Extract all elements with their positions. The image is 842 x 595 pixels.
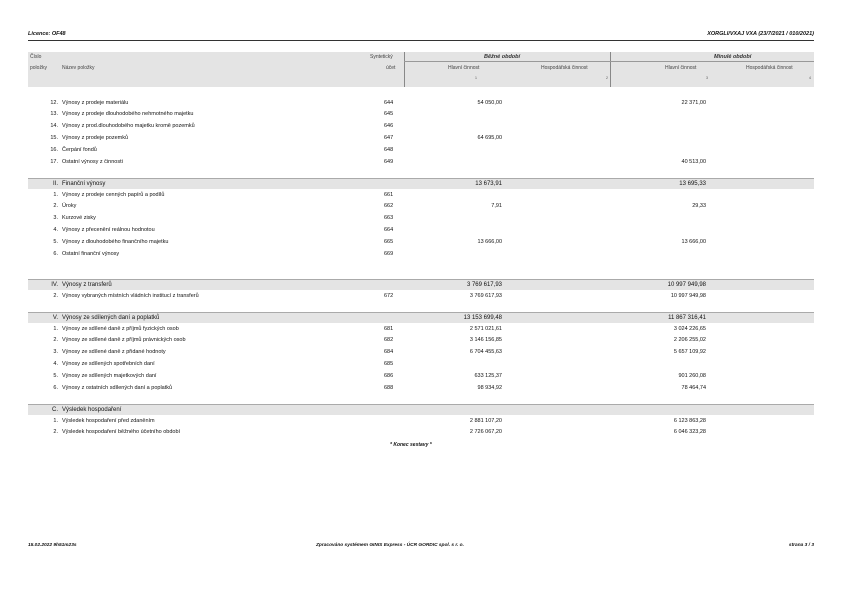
row-bezne-hlavni: 7,91 (491, 203, 502, 210)
section-name: Finanční výnosy (62, 180, 106, 187)
col-index-3: 3 (706, 76, 708, 80)
row-synteticky-ucet: 645 (384, 111, 394, 118)
row-bezne-hlavni: 2 571 021,61 (469, 325, 502, 332)
column-divider (610, 52, 611, 87)
row-name: Výnosy z přecenění reálnou hodnotou (62, 226, 155, 233)
col-minule-hlavni: Hlavní činnost (665, 65, 697, 71)
row-number: 6. (53, 384, 58, 391)
row-synteticky-ucet: 663 (384, 215, 394, 222)
table-row (28, 249, 814, 259)
row-bezne-hlavni: 3 769 617,93 (469, 292, 502, 299)
table-row (28, 371, 814, 381)
row-bezne-hlavni: 633 125,37 (474, 372, 502, 379)
row-minule-hlavni: 901 260,08 (678, 372, 706, 379)
table-row (28, 145, 814, 155)
section-bezne-hlavni: 13 673,91 (475, 180, 502, 187)
row-minule-hlavni: 40 513,00 (681, 158, 706, 165)
col-index-2: 2 (606, 76, 608, 80)
col-index-1: 1 (475, 76, 477, 80)
column-divider (404, 52, 405, 87)
row-number: 6. (53, 250, 58, 257)
col-synteticky-1: Syntetický (370, 54, 393, 60)
table-row (28, 122, 814, 132)
col-index-4: 4 (809, 76, 811, 80)
row-synteticky-ucet: 646 (384, 123, 394, 130)
section-bezne-hlavni: 3 769 617,93 (466, 281, 502, 288)
table-row (28, 324, 814, 334)
row-name: Úroky (62, 203, 77, 210)
row-name: Výnosy ze sdílených spotřebních daní (62, 360, 155, 367)
section-name: Výsledek hospodaření (62, 406, 122, 413)
row-bezne-hlavni: 13 666,00 (477, 238, 502, 245)
col-cislo-1: Číslo (30, 54, 42, 60)
section-minule-hlavni: 13 695,33 (679, 180, 706, 187)
row-name: Výnosy ze sdílené daně z přidané hodnoty (62, 349, 166, 356)
row-synteticky-ucet: 648 (384, 146, 394, 153)
row-number: 17. (50, 158, 58, 165)
table-row (28, 202, 814, 212)
row-synteticky-ucet: 664 (384, 226, 394, 233)
col-bezne-obdobi: Běžné období (484, 54, 521, 60)
table-row (28, 157, 814, 167)
row-number: 5. (53, 238, 58, 245)
section-name: Výnosy ze sdílených daní a poplatků (62, 314, 160, 321)
row-number: 1. (53, 191, 58, 198)
row-minule-hlavni: 6 123 863,28 (673, 417, 706, 424)
row-minule-hlavni: 2 206 255,02 (673, 337, 706, 344)
row-name: Ostatní finanční výnosy (62, 250, 120, 257)
row-name: Ostatní výnosy z činnosti (62, 158, 123, 165)
col-bezne-hospodarska: Hospodářská činnost (541, 65, 588, 71)
col-synteticky-2: účet (386, 65, 396, 71)
row-synteticky-ucet: 684 (384, 349, 394, 356)
header-right: XORGLI/VXAJ VXA (23/7/2021 / 010/2021) (707, 31, 814, 37)
row-number: 3. (53, 349, 58, 356)
row-name: Výnosy vybraných místních vládních institucí z transferů (62, 292, 199, 299)
row-name: Čerpání fondů (62, 146, 97, 153)
table-row (28, 428, 814, 438)
row-name: Výnosy z prodeje materiálu (62, 99, 129, 106)
row-minule-hlavni: 10 997 949,98 (670, 292, 706, 299)
row-synteticky-ucet: 682 (384, 337, 394, 344)
row-bezne-hlavni: 54 050,00 (477, 99, 502, 106)
col-cislo-2: položky (30, 65, 47, 71)
period-rule (610, 61, 814, 62)
row-bezne-hlavni: 98 934,92 (477, 384, 502, 391)
row-name: Výnosy ze sdílené daně z příjmů právnických osob (62, 337, 186, 344)
row-name: Výnosy z prodeje dlouhodobého nehmotného majetku (62, 111, 194, 118)
row-synteticky-ucet: 685 (384, 360, 394, 367)
table-row (28, 237, 814, 247)
table-row (28, 416, 814, 426)
table-row (28, 348, 814, 358)
row-synteticky-ucet: 686 (384, 372, 394, 379)
row-number: 3. (53, 215, 58, 222)
table-row (28, 110, 814, 120)
table-row (28, 225, 814, 235)
row-name: Výsledek hospodaření před zdaněním (62, 417, 155, 424)
section-number: IV. (51, 281, 58, 288)
section-minule-hlavni: 10 997 949,98 (667, 281, 706, 288)
section-minule-hlavni: 11 867 316,41 (668, 314, 706, 321)
footer-timestamp: 15.02.2022 9h51m23s (28, 543, 77, 548)
row-number: 16. (50, 146, 58, 153)
section-number: C. (52, 406, 58, 413)
row-name: Výnosy z dlouhodobého finančního majetku (62, 238, 169, 245)
row-synteticky-ucet: 669 (384, 250, 394, 257)
row-name: Výnosy z prod.dlouhodobého majetku kromě pozemků (62, 123, 195, 130)
row-number: 4. (53, 226, 58, 233)
section-vysledek-hospodareni (28, 404, 814, 415)
col-minule-hospodarska: Hospodářská činnost (746, 65, 793, 71)
col-minule-obdobi: Minulé období (714, 54, 752, 60)
table-row (28, 336, 814, 346)
row-number: 14. (50, 123, 58, 130)
end-of-report-note: * Konec sestavy * (390, 442, 432, 448)
row-number: 2. (53, 337, 58, 344)
row-synteticky-ucet: 688 (384, 384, 394, 391)
row-synteticky-ucet: 665 (384, 238, 394, 245)
row-name: Výnosy ze sdílené daně z příjmů fyzických osob (62, 325, 179, 332)
row-number: 13. (50, 111, 58, 118)
row-minule-hlavni: 13 666,00 (681, 238, 706, 245)
row-number: 4. (53, 360, 58, 367)
row-minule-hlavni: 6 046 323,28 (673, 429, 706, 436)
section-name: Výnosy z transferů (62, 281, 112, 288)
row-synteticky-ucet: 644 (384, 99, 394, 106)
table-row (28, 214, 814, 224)
section-sdilene-dane (28, 312, 814, 323)
col-bezne-hlavni: Hlavní činnost (448, 65, 480, 71)
header-rule (28, 40, 814, 41)
row-bezne-hlavni: 6 704 455,63 (469, 349, 502, 356)
row-number: 15. (50, 134, 58, 141)
row-synteticky-ucet: 681 (384, 325, 394, 332)
row-name: Kurzové zisky (62, 215, 96, 222)
header-left: Licence: OF48 (28, 31, 66, 37)
col-nazev: Název položky (62, 65, 95, 71)
row-minule-hlavni: 78 464,74 (681, 384, 706, 391)
table-row (28, 133, 814, 143)
section-number: V. (52, 314, 58, 321)
row-synteticky-ucet: 662 (384, 203, 394, 210)
row-bezne-hlavni: 3 146 156,85 (469, 337, 502, 344)
row-number: 2. (53, 429, 58, 436)
section-bezne-hlavni: 13 153 699,48 (463, 314, 502, 321)
row-minule-hlavni: 29,33 (692, 203, 706, 210)
period-rule (404, 61, 610, 62)
table-row (28, 98, 814, 108)
row-synteticky-ucet: 661 (384, 191, 394, 198)
table-row (28, 190, 814, 200)
row-minule-hlavni: 5 657 109,92 (673, 349, 706, 356)
table-row (28, 291, 814, 301)
row-number: 5. (53, 372, 58, 379)
row-name: Výnosy z prodeje cenných papírů a podílů (62, 191, 165, 198)
row-name: Výsledek hospodaření běžného účetního období (62, 429, 181, 436)
row-name: Výnosy z ostatních sdílených daní a poplatků (62, 384, 173, 391)
row-minule-hlavni: 22 371,00 (681, 99, 706, 106)
row-number: 1. (53, 325, 58, 332)
section-financni-vynosy (28, 178, 814, 189)
row-synteticky-ucet: 649 (384, 158, 394, 165)
row-number: 2. (53, 292, 58, 299)
footer-page-number: strana 3 / 3 (788, 543, 814, 548)
row-name: Výnosy ze sdílených majetkových daní (62, 372, 157, 379)
row-bezne-hlavni: 64 695,00 (477, 134, 502, 141)
row-name: Výnosy z prodeje pozemků (62, 134, 129, 141)
row-number: 1. (53, 417, 58, 424)
row-bezne-hlavni: 2 726 067,20 (469, 429, 502, 436)
column-header (28, 52, 814, 87)
row-number: 12. (50, 99, 58, 106)
row-synteticky-ucet: 647 (384, 134, 394, 141)
section-vynosy-z-transferu (28, 279, 814, 290)
table-row (28, 383, 814, 393)
section-number: II. (52, 180, 58, 187)
row-synteticky-ucet: 672 (384, 292, 394, 299)
table-row (28, 359, 814, 369)
footer-generated-by: Zpracováno systémem GINIS Express - ÚCR GORDIC spol. s r. o. (316, 543, 464, 548)
row-minule-hlavni: 3 024 226,65 (673, 325, 706, 332)
row-number: 2. (53, 203, 58, 210)
row-bezne-hlavni: 2 881 107,20 (469, 417, 502, 424)
